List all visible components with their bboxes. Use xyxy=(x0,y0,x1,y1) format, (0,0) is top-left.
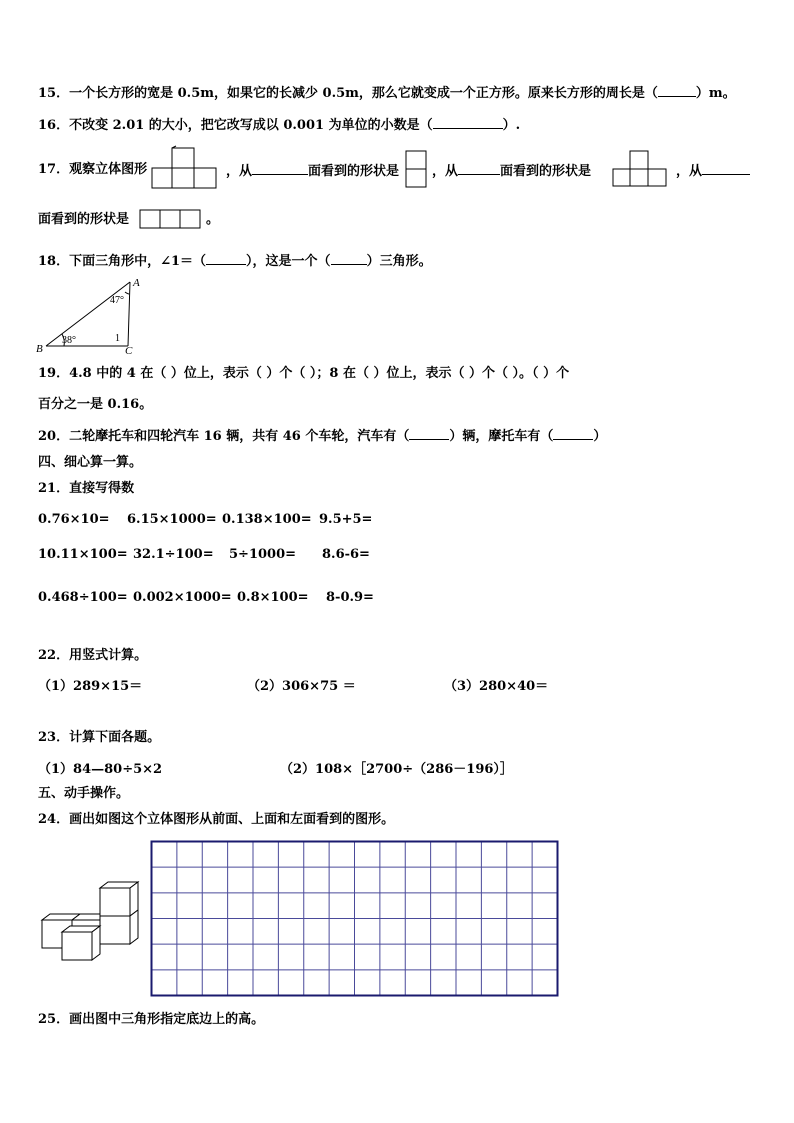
question-text-end: ）三角形。 xyxy=(366,254,432,269)
calc-item: 32.1÷100= xyxy=(133,547,214,562)
question-text: ，从 xyxy=(676,164,703,179)
calc-item: 6.15×1000= xyxy=(127,512,217,527)
calc-item: 9.5+5= xyxy=(319,512,373,527)
question-21-title: 21．直接写得数 xyxy=(38,481,135,496)
question-16 xyxy=(38,116,520,134)
calc-item: 0.8×100= xyxy=(237,590,309,605)
triangle-figure xyxy=(36,276,148,356)
question-17-part-3 xyxy=(432,162,591,180)
answer-blank-angle[interactable] xyxy=(206,252,246,265)
question-22-title: 22．用竖式计算。 xyxy=(38,648,148,663)
question-text: 观察立体图形 xyxy=(69,162,148,177)
solid-figure-image xyxy=(150,146,222,192)
question-number: 17． xyxy=(38,162,70,177)
section-4-heading: 四、细心算一算。 xyxy=(38,455,143,470)
cube-stack-figure xyxy=(38,880,142,966)
calc-item: 10.11×100= xyxy=(38,547,128,562)
question-text-end: ）. xyxy=(502,118,521,133)
vertical-calc-item: （2）306×75 ＝ xyxy=(247,679,356,694)
question-text: 面看到的形状是 xyxy=(308,164,400,179)
question-text-end: ）m。 xyxy=(695,86,736,101)
question-text: 。 xyxy=(206,212,220,227)
vertical-calc-item: （1）289×15＝ xyxy=(38,679,143,694)
drawing-grid[interactable] xyxy=(150,840,560,998)
question-23-title: 23．计算下面各题。 xyxy=(38,730,161,745)
view-shape-row xyxy=(139,208,205,232)
question-text: 不改变 2.01 的大小，把它改写成以 0.001 为单位的小数是（ xyxy=(69,118,433,133)
answer-blank-view-2[interactable] xyxy=(458,162,500,175)
question-number: 18． xyxy=(38,254,70,269)
calc-item: 8-0.9= xyxy=(326,590,374,605)
calc-item: 0.76×10= xyxy=(38,512,110,527)
question-number: 15． xyxy=(38,86,70,101)
answer-blank-view-3[interactable] xyxy=(702,162,750,175)
question-17-part-2 xyxy=(226,162,399,180)
question-text: 一个长方形的宽是 0.5m，如果它的长减少 0.5m，那么它就变成一个正方形。原来长方形的周长是（ xyxy=(69,86,658,101)
answer-blank[interactable] xyxy=(658,84,696,97)
calc-item: 0.138×100= xyxy=(222,512,312,527)
question-17-part-4 xyxy=(676,162,750,180)
question-25-title: 25．画出图中三角形指定底边上的高。 xyxy=(38,1012,265,1027)
answer-blank[interactable] xyxy=(433,116,503,129)
vertex-label-b: B xyxy=(36,343,43,355)
answer-blank-type[interactable] xyxy=(331,252,367,265)
section-5-heading: 五、动手操作。 xyxy=(38,786,130,801)
question-20 xyxy=(38,427,606,445)
expression-item: （2）108×［2700÷（286－196）］ xyxy=(280,762,513,777)
question-text: ，从 xyxy=(226,164,253,179)
calc-item: 0.002×1000= xyxy=(133,590,232,605)
angle-b-label: 38° xyxy=(62,335,76,346)
question-19-line-2: 百分之一是 0.16。 xyxy=(38,397,153,412)
angle-a-label: 47° xyxy=(110,295,124,306)
vertical-calc-item: （3）280×40＝ xyxy=(444,679,549,694)
answer-blank-view-1[interactable] xyxy=(252,162,308,175)
question-24-title: 24．画出如图这个立体图形从前面、上面和左面看到的图形。 xyxy=(38,812,395,827)
expression-item: （1）84—80÷5×2 xyxy=(38,762,163,777)
question-17 xyxy=(38,162,147,178)
view-shape-t xyxy=(612,150,670,190)
question-17-line-2 xyxy=(38,212,129,228)
answer-blank-motorcycles[interactable] xyxy=(553,427,593,440)
angle-1-label: 1 xyxy=(115,333,120,344)
question-text: 面看到的形状是 xyxy=(38,212,130,227)
question-17-end xyxy=(206,212,219,228)
question-text: ，从 xyxy=(432,164,459,179)
vertex-label-c: C xyxy=(125,345,133,357)
calc-item: 0.468÷100= xyxy=(38,590,128,605)
calc-item: 5÷1000= xyxy=(229,547,297,562)
question-text: ），这是一个（ xyxy=(246,254,331,269)
question-19-line-1: 19．4.8 中的 4 在（ ）位上，表示（ ）个（ ）；8 在（ ）位上，表示（ ）个（ ）。（ ）个 xyxy=(38,366,570,381)
vertex-label-a: A xyxy=(133,277,140,289)
question-18 xyxy=(38,252,432,270)
calc-item: 8.6-6= xyxy=(322,547,370,562)
question-text: 下面三角形中，∠1＝（ xyxy=(69,254,207,269)
question-text: ）辆，摩托车有（ xyxy=(449,429,554,444)
question-number: 16． xyxy=(38,118,70,133)
view-shape-single xyxy=(405,150,429,192)
answer-blank-cars[interactable] xyxy=(409,427,449,440)
question-text: 面看到的形状是 xyxy=(500,164,592,179)
question-text-end: ） xyxy=(593,429,607,444)
question-15 xyxy=(38,84,736,102)
question-text: 20．二轮摩托车和四轮汽车 16 辆，共有 46 个车轮，汽车有（ xyxy=(38,429,410,444)
